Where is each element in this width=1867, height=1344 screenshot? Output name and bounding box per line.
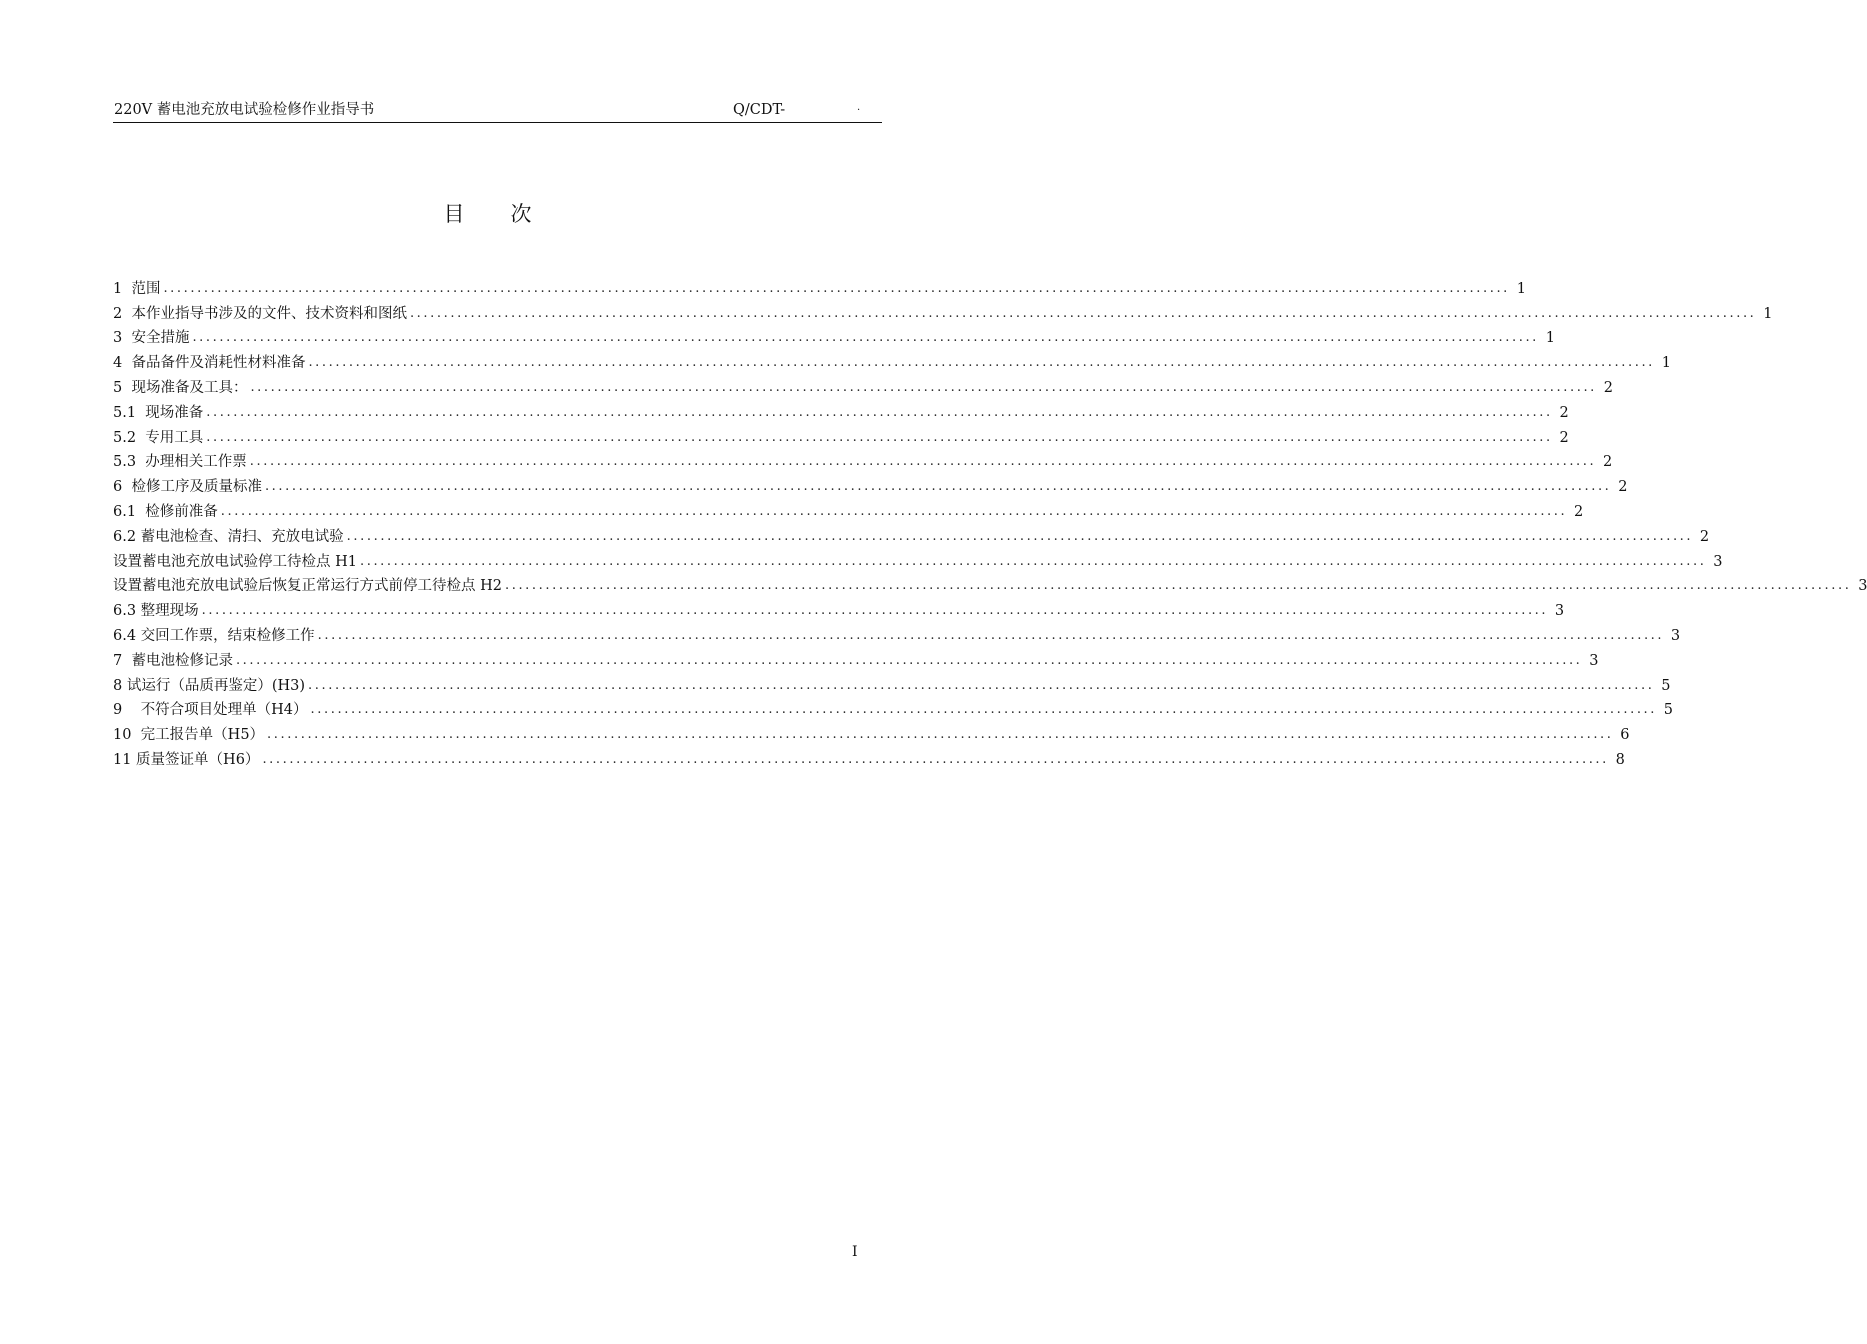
- toc-dot-leader: ........................................................................................................................................................................................................: [317, 627, 1665, 643]
- toc-dot-leader: ........................................................................................................................................................................................................: [310, 702, 1658, 718]
- toc-entry-label: 6 检修工序及质量标准: [113, 479, 262, 496]
- toc-entry-page: 2: [1574, 503, 1584, 520]
- toc-entry-label: 5.3 办理相关工作票: [113, 454, 247, 471]
- toc-entry-page: 2: [1699, 528, 1710, 545]
- toc-entry[interactable]: [113, 348, 1671, 373]
- toc-entry-page: 1: [1763, 305, 1773, 322]
- toc-entry[interactable]: [113, 596, 1565, 621]
- toc-dot-leader: ........................................................................................................................................................................................................: [249, 454, 1597, 470]
- toc-entry-label: 10 完工报告单（H5）: [113, 727, 265, 744]
- toc-dot-leader: ........................................................................................................................................................................................................: [359, 553, 1707, 569]
- toc-entry[interactable]: [113, 745, 1625, 770]
- toc-dot-leader: ........................................................................................................................................................................................................: [308, 677, 1655, 693]
- toc-entry-page: 6: [1620, 727, 1630, 744]
- toc-dot-leader: ........................................................................................................................................................................................................: [409, 305, 1757, 321]
- toc-dot-leader: ........................................................................................................................................................................................................: [163, 280, 1510, 296]
- toc-entry-page: 2: [1603, 454, 1613, 471]
- toc-list: [113, 274, 1867, 770]
- toc-entry-label: 1 范围: [113, 280, 161, 297]
- toc-entry-page: 2: [1559, 429, 1569, 446]
- toc-entry-label: 6.4 交回工作票，结束检修工作: [113, 627, 315, 644]
- toc-entry-page: 2: [1618, 479, 1628, 496]
- toc-entry[interactable]: [113, 621, 1681, 646]
- toc-entry[interactable]: [113, 646, 1599, 671]
- toc-dot-leader: ........................................................................................................................................................................................................: [308, 355, 1655, 371]
- toc-entry[interactable]: [113, 373, 1613, 398]
- toc-entry-label: 设置蓄电池充放电试验停工待检点 H1: [113, 553, 357, 570]
- toc-entry-label: 6.2 蓄电池检查、清扫、充放电试验: [113, 528, 344, 545]
- toc-entry-label: 6.3 整理现场: [113, 603, 199, 620]
- toc-entry[interactable]: [113, 572, 1867, 597]
- toc-entry-label: 设置蓄电池充放电试验后恢复正常运行方式前停工待检点 H2: [113, 578, 502, 595]
- toc-dot-leader: ........................................................................................................................................................................................................: [346, 528, 1694, 544]
- toc-dot-leader: ........................................................................................................................................................................................................: [201, 603, 1549, 619]
- toc-entry[interactable]: [113, 671, 1671, 696]
- toc-entry-label: 2 本作业指导书涉及的文件、技术资料和图纸: [113, 305, 407, 322]
- toc-heading-first: 目: [443, 202, 465, 226]
- toc-heading-second: 次: [510, 202, 532, 226]
- toc-heading: [0, 198, 975, 228]
- toc-dot-leader: ........................................................................................................................................................................................................: [262, 751, 1609, 767]
- toc-entry-page: 8: [1615, 751, 1625, 768]
- toc-entry[interactable]: [113, 423, 1569, 448]
- toc-entry-page: 5: [1663, 702, 1674, 719]
- toc-entry-label: 5.2 专用工具: [113, 429, 204, 446]
- toc-dot-leader: ........................................................................................................................................................................................................: [267, 727, 1614, 743]
- toc-entry-page: 3: [1589, 652, 1599, 669]
- toc-entry-label: 11 质量签证单（H6）: [113, 751, 260, 768]
- toc-entry-page: 1: [1661, 355, 1671, 372]
- page-folio: I: [852, 1244, 858, 1260]
- toc-entry[interactable]: [113, 720, 1630, 745]
- page-header: [113, 98, 882, 123]
- toc-entry-label: 6.1 检修前准备: [113, 503, 218, 520]
- toc-entry[interactable]: [113, 547, 1723, 572]
- toc-entry-label: 8 试运行（品质再鉴定）(H3): [113, 677, 306, 694]
- toc-entry[interactable]: [113, 696, 1674, 721]
- toc-entry-page: 3: [1554, 603, 1565, 620]
- toc-dot-leader: ........................................................................................................................................................................................................: [250, 379, 1597, 395]
- toc-entry[interactable]: [113, 274, 1526, 299]
- toc-entry-label: 7 蓄电池检修记录: [113, 652, 233, 669]
- toc-dot-leader: ........................................................................................................................................................................................................: [192, 330, 1539, 346]
- toc-entry-label: 9 不符合项目处理单（H4）: [113, 702, 308, 719]
- toc-entry[interactable]: [113, 472, 1628, 497]
- toc-entry[interactable]: [113, 522, 1710, 547]
- toc-dot-leader: ........................................................................................................................................................................................................: [235, 652, 1583, 668]
- toc-entry-label: 4 备品备件及消耗性材料准备: [113, 355, 306, 372]
- toc-dot-leader: ........................................................................................................................................................................................................: [206, 404, 1553, 420]
- toc-entry-page: 1: [1516, 280, 1526, 297]
- toc-entry-page: 1: [1545, 330, 1555, 347]
- toc-entry-label: 5 现场准备及工具：: [113, 379, 248, 396]
- toc-entry[interactable]: [113, 448, 1613, 473]
- toc-entry[interactable]: [113, 497, 1584, 522]
- toc-entry-label: 5.1 现场准备: [113, 404, 204, 421]
- header-dot: .: [857, 102, 861, 113]
- toc-entry-page: 2: [1603, 379, 1613, 396]
- toc-entry[interactable]: [113, 398, 1569, 423]
- toc-entry-page: 3: [1670, 627, 1681, 644]
- toc-dot-leader: ........................................................................................................................................................................................................: [220, 503, 1568, 519]
- toc-entry-page: 2: [1559, 404, 1569, 421]
- toc-entry-page: 3: [1858, 578, 1867, 595]
- toc-dot-leader: ........................................................................................................................................................................................................: [264, 479, 1612, 495]
- toc-entry[interactable]: [113, 299, 1773, 324]
- toc-entry-page: 3: [1713, 553, 1723, 570]
- document-title: 220V 蓄电池充放电试验检修作业指导书: [114, 102, 375, 118]
- document-code: Q/CDT-: [733, 102, 786, 118]
- toc-entry[interactable]: [113, 324, 1555, 349]
- toc-entry-label: 3 安全措施: [113, 330, 190, 347]
- toc-entry-page: 5: [1661, 677, 1671, 694]
- toc-dot-leader: ........................................................................................................................................................................................................: [504, 578, 1852, 594]
- toc-dot-leader: ........................................................................................................................................................................................................: [206, 429, 1553, 445]
